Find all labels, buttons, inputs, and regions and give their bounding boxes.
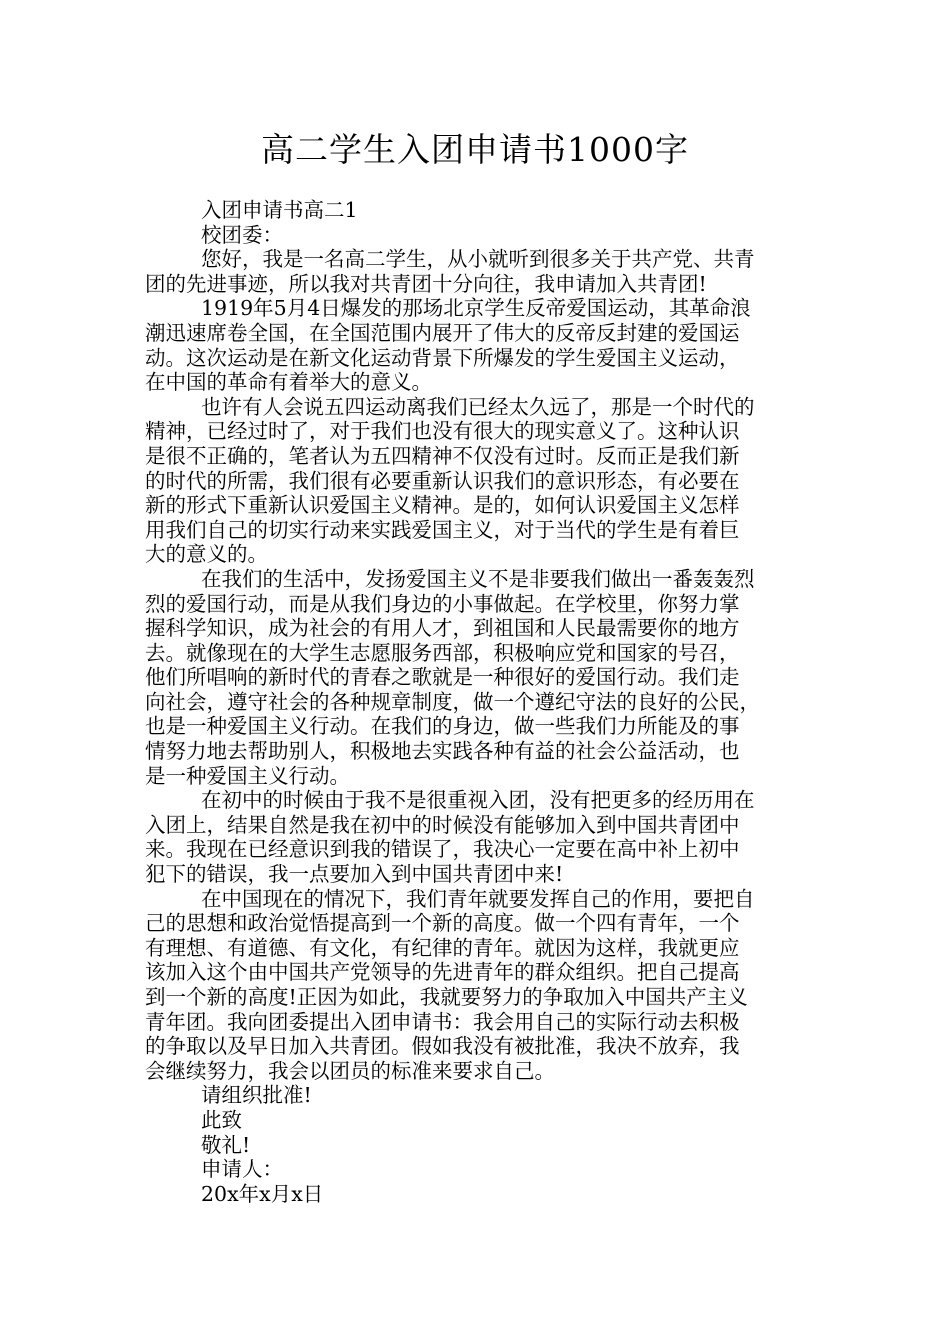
- text-line: 是很不正确的，笔者认为五四精神不仅没有过时。反而正是我们新: [145, 443, 740, 468]
- text-line: 的时代的所需，我们很有必要重新认识我们的意识形态，有必要在: [145, 468, 740, 493]
- page-title: 高二学生入团申请书1000字: [261, 130, 689, 169]
- text-line: 校团委：: [201, 222, 283, 247]
- document-body: [145, 198, 805, 1206]
- text-line: 在初中的时候由于我不是很重视入团，没有把更多的经历用在: [201, 788, 755, 813]
- text-line: 的争取以及早日加入共青团。假如我没有被批准，我决不放弃，我: [145, 1034, 740, 1059]
- text-line: 情努力地去帮助别人，积极地去实践各种有益的社会公益活动，也: [145, 739, 740, 764]
- text-line: 犯下的错误，我一点要加入到中国共青团中来!: [145, 862, 564, 887]
- text-line: 动。这次运动是在新文化运动背景下所爆发的学生爱国主义运动，: [145, 345, 740, 370]
- text-line: 向社会，遵守社会的各种规章制度，做一个遵纪守法的良好的公民，: [145, 689, 760, 714]
- text-line: 入团上，结果自然是我在初中的时候没有能够加入到中国共青团中: [145, 812, 740, 837]
- text-line: 该加入这个由中国共产党领导的先进青年的群众组织。把自己提高: [145, 960, 740, 985]
- text-line: 用我们自己的切实行动来实践爱国主义，对于当代的学生是有着巨: [145, 517, 740, 542]
- text-line: 烈的爱国行动，而是从我们身边的小事做起。在学校里，你努力掌: [145, 591, 740, 616]
- text-line: 有理想、有道德、有文化，有纪律的青年。就因为这样，我就更应: [145, 935, 740, 960]
- text-line: 是一种爱国主义行动。: [145, 763, 350, 788]
- text-line: 在中国现在的情况下，我们青年就要发挥自己的作用，要把自: [201, 886, 755, 911]
- text-line: 在我们的生活中，发扬爱国主义不是非要我们做出一番轰轰烈: [201, 566, 755, 591]
- text-line: 青年团。我向团委提出入团申请书：我会用自己的实际行动去积极: [145, 1009, 740, 1034]
- text-line: 去。就像现在的大学生志愿服务西部，积极响应党和国家的号召，: [145, 640, 740, 665]
- text-line: 精神，已经过时了，对于我们也没有很大的现实意义了。这种认识: [145, 419, 740, 444]
- text-line: 您好，我是一名高二学生，从小就听到很多关于共产党、共青: [201, 247, 755, 272]
- text-line: 20x年x月x日: [201, 1181, 324, 1206]
- text-line: 新的形式下重新认识爱国主义精神。是的，如何认识爱国主义怎样: [145, 493, 740, 518]
- text-line: 申请人：: [201, 1157, 283, 1182]
- text-line: 握科学知识，成为社会的有用人才，到祖国和人民最需要你的地方: [145, 616, 740, 641]
- text-line: 己的思想和政治觉悟提高到一个新的高度。做一个四有青年，一个: [145, 911, 740, 936]
- text-line: 也许有人会说五四运动离我们已经太久远了，那是一个时代的: [201, 394, 755, 419]
- text-line: 到一个新的高度!正因为如此，我就要努力的争取加入中国共产主义: [145, 985, 748, 1009]
- text-line: 敬礼!: [201, 1132, 251, 1157]
- text-line: 此致: [201, 1107, 242, 1132]
- text-line: 也是一种爱国主义行动。在我们的身边，做一些我们力所能及的事: [145, 714, 740, 739]
- text-line: 他们所唱响的新时代的青春之歌就是一种很好的爱国行动。我们走: [145, 665, 740, 690]
- text-line: 1919年5月4日爆发的那场北京学生反帝爱国运动，其革命浪: [201, 296, 751, 321]
- text-line: 大的意义的。: [145, 542, 268, 567]
- text-line: 来。我现在已经意识到我的错误了，我决心一定要在高中补上初中: [145, 837, 740, 862]
- text-line: 团的先进事迹，所以我对共青团十分向往，我申请加入共青团!: [145, 271, 707, 296]
- text-line: 潮迅速席卷全国，在全国范围内展开了伟大的反帝反封建的爱国运: [145, 320, 740, 345]
- text-line: 请组织批准!: [201, 1083, 312, 1108]
- text-line: 入团申请书高二1: [201, 198, 358, 222]
- text-line: 在中国的革命有着举大的意义。: [145, 370, 432, 395]
- text-line: 会继续努力，我会以团员的标准来要求自己。: [145, 1058, 555, 1083]
